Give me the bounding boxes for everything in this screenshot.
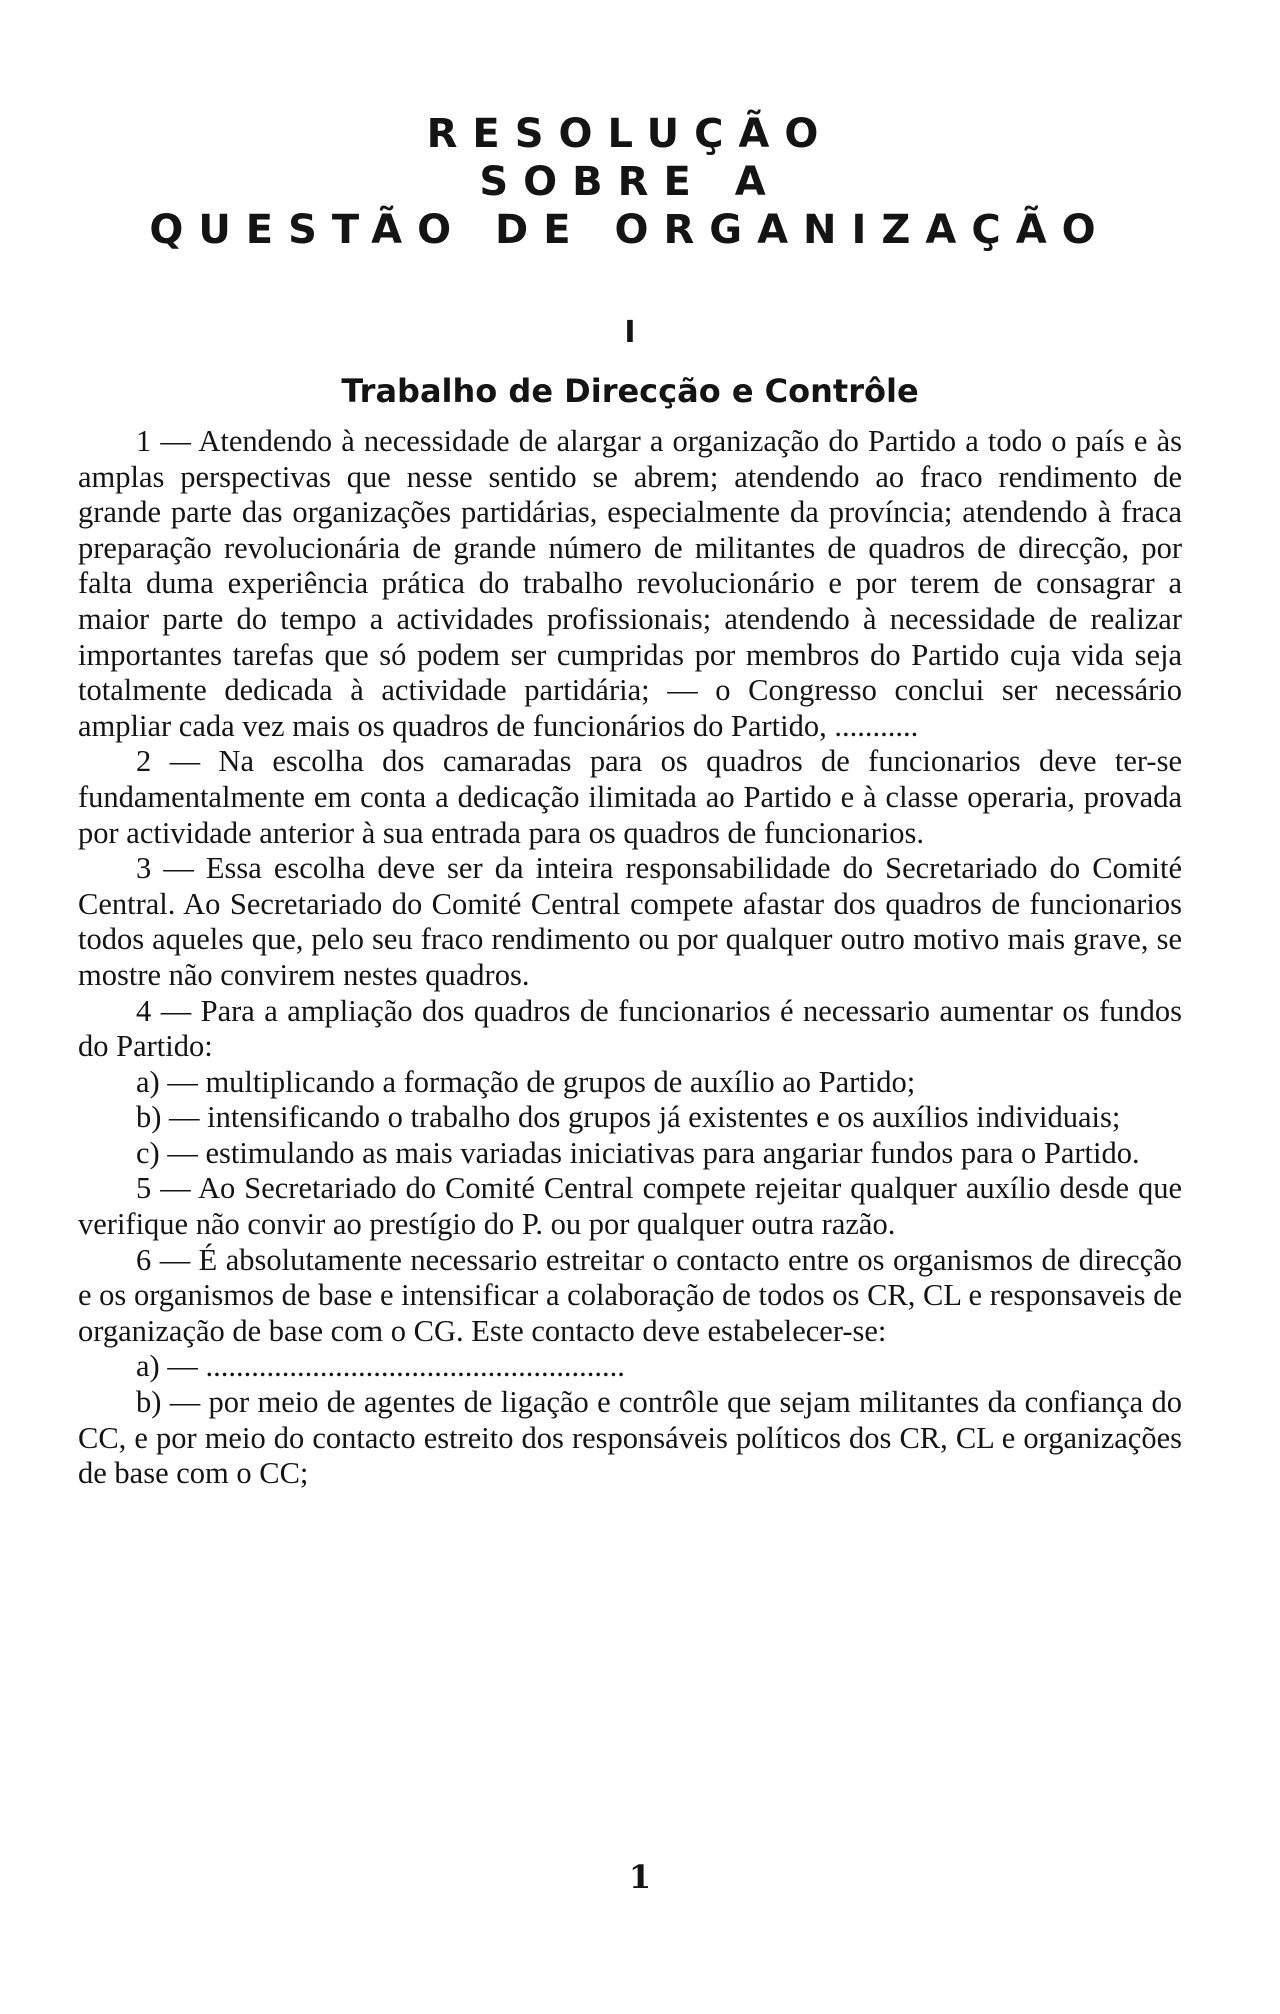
page-number: 1 <box>628 1858 652 1896</box>
title-line: RESOLUÇÃO <box>426 111 834 157</box>
title-line: SOBRE A <box>479 159 781 205</box>
list-item-6a: a) — ....................................................... <box>136 1349 625 1384</box>
list-item-4a: a) — multiplicando a formação de grupos de auxílio ao Partido; <box>136 1064 916 1099</box>
paragraph-3: 3 — Essa escolha deve ser da inteira responsabilidade do Secretariado do Comité Central. Ao Secretariado do Comité Central compete afastar dos quadros de funcionarios todos aqueles que, pelo seu fraco rendimento ou por qualquer outro motivo mais grave, se mostre não convirem nestes quadros. <box>78 851 1182 992</box>
paragraph-1: 1 — Atendendo à necessidade de alargar a organização do Partido a todo o país e às amplas perspectivas que nesse sentido se abrem; atendendo ao fraco rendimento de grande parte das organizações partidárias, especialmente da província; atendendo à fraca preparação revolucionária de grande número de militantes de quadros de direcção, por falta duma experiência prática do trabalho revolucionário e por terem de consagrar a maior parte do tempo a actividades profissionais; atendendo à necessidade de realizar importantes tarefas que só podem ser cumpridas por membros do Partido cuja vida seja totalmente dedicada à actividade partidária; — o Congresso conclui ser necessário ampliar cada vez mais os quadros de funcionários do Partido, ........... <box>78 424 1182 743</box>
paragraph-4: 4 — Para a ampliação dos quadros de funcionarios é necessario aumentar os fundos do Partido: <box>78 993 1182 1064</box>
document-body <box>78 424 1182 1492</box>
document-title <box>78 110 1182 254</box>
list-item-4b: b) — intensificando o trabalho dos grupos já existentes e os auxílios individuais; <box>136 1100 1121 1135</box>
title-line: QUESTÃO DE ORGANIZAÇÃO <box>149 207 1111 253</box>
list-item-6b: b) — por meio de agentes de ligação e contrôle que sejam militantes da confiança do CC, e por meio do contacto estreito dos responsáveis políticos dos CR, CL e organizações de base com o CC; <box>78 1385 1182 1491</box>
section-heading: Trabalho de Direcção e Contrôle <box>341 372 919 410</box>
section-number: I <box>624 315 636 350</box>
document-page <box>78 110 1182 1492</box>
paragraph-2: 2 — Na escolha dos camaradas para os quadros de funcionarios deve ter-se fundamentalmente em conta a dedicação ilimitada ao Partido e à classe operaria, provada por actividade anterior à sua entrada para os quadros de funcionarios. <box>78 744 1182 850</box>
paragraph-6: 6 — É absolutamente necessario estreitar o contacto entre os organismos de direcção e os organismos de base e intensificar a colaboração de todos os CR, CL e responsaveis de organização de base com o CG. Este contacto deve estabelecer-se: <box>78 1242 1182 1348</box>
list-item-4c: c) — estimulando as mais variadas iniciativas para angariar fundos para o Partido. <box>136 1135 1140 1170</box>
paragraph-5: 5 — Ao Secretariado do Comité Central compete rejeitar qualquer auxílio desde que verifique não convir ao prestígio do P. ou por qualquer outra razão. <box>78 1171 1182 1242</box>
